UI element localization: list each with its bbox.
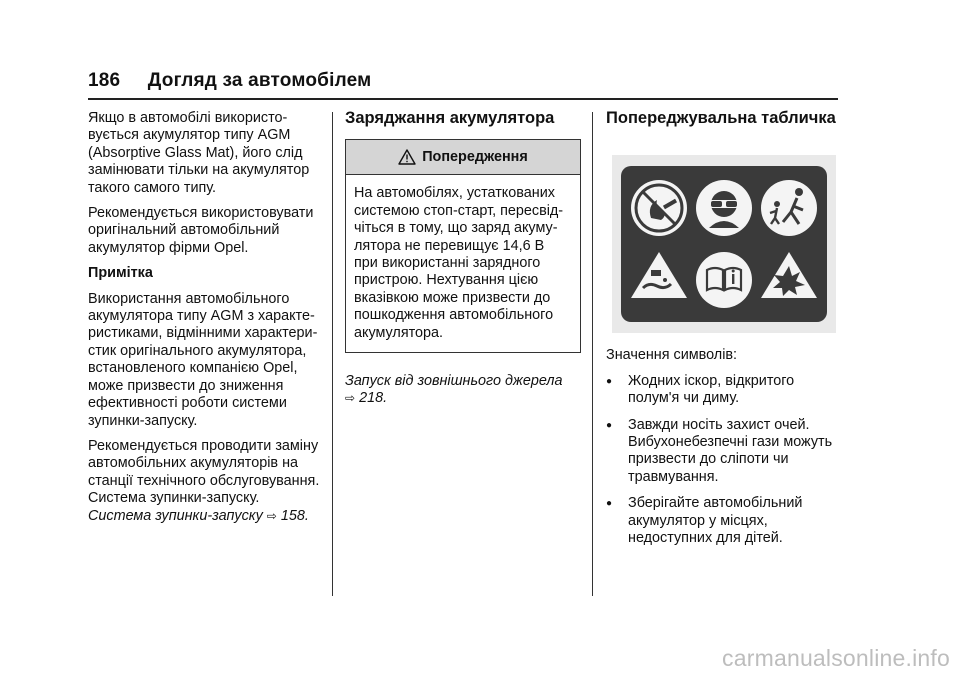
eye-protection-icon (696, 180, 752, 236)
page-header (88, 70, 371, 92)
read-manual-icon (696, 252, 752, 308)
warning-label-image (612, 155, 836, 333)
note-text: Використання автомобільного акумулятора типу AGM з характе-ристиками, відмінними характери-стик оригінального акумулятора, встановленого компанією Opel, може призвести до зниження ефективності роботи системи зупинки-запуску. (88, 290, 318, 429)
battery-warning-label-icon (621, 166, 827, 322)
warning-box (345, 139, 581, 353)
watermark: carmanualsonline.info (722, 645, 950, 671)
xref-page: 158 (280, 507, 305, 524)
no-flames-icon (631, 180, 687, 236)
page-title: Догляд за автомобілем (147, 70, 372, 91)
opel-paragraph: Рекомендується використовувати оригінальний автомобільний акумулятор фірми Opel. (88, 205, 314, 256)
warning-title: Попередження (422, 148, 528, 165)
warning-text: На автомобілях, устаткованих системою стоп-старт, пересвід-чіться в тому, що заряд акуму-лятора не перевищує 14,6 В при використанні зарядного пристрою. Нехтування цією вказівкою може призвести до пошкодження автомобільного акумулятора. (354, 185, 564, 341)
xref-link-start-stop[interactable]: Система зупинки-запуску ⇨ 158. (88, 507, 309, 524)
service-paragraph (88, 438, 324, 525)
list-item: ● Завжди носіть захист очей. Вибухонебезпечні гази можуть призвести до сліпоти чи травмування. (606, 417, 846, 487)
page-ref-arrow-icon: ⇨ (345, 391, 356, 406)
xref-text: Запуск від зовнішнього джерела (345, 373, 563, 390)
jump-start-xref[interactable]: Запуск від зовнішнього джерела ⇨ 218. (345, 373, 563, 407)
list-item: ● Жодних іскор, відкритого полум'я чи диму. (606, 373, 846, 408)
warning-header (346, 140, 580, 175)
symbols-label: Значення символів: (606, 347, 738, 364)
page-number: 186 (88, 70, 121, 91)
service-text: Рекомендується проводити заміну автомобільних акумуляторів на станції технічного обслуговування. Система зупинки-запуску. (88, 437, 320, 507)
xref-text: Система зупинки-запуску (88, 507, 263, 524)
section-heading-charging: Заряджання акумулятора (345, 109, 555, 127)
warning-triangle-icon (398, 149, 416, 165)
list-item: ● Зберігайте автомобільний акумулятор у місцях, недоступних для дітей. (606, 495, 846, 547)
column-divider-2 (592, 112, 593, 596)
note-label: Примітка (88, 265, 153, 282)
header-rule (88, 98, 838, 100)
keep-away-children-icon (761, 180, 817, 236)
column-middle (345, 110, 581, 408)
section-heading-warning-label: Попереджувальна табличка (606, 109, 836, 127)
column-left (88, 110, 324, 533)
column-right (606, 110, 846, 556)
agm-paragraph: Якщо в автомобілі використо-вується акумулятор типу AGM (Absorptive Glass Mat), його слід замінювати тільки на акумулятор такого самого типу. (88, 110, 310, 196)
column-divider-1 (332, 112, 333, 596)
symbol-meanings-list (606, 373, 846, 548)
page-ref-arrow-icon: ⇨ (266, 508, 277, 523)
xref-page: 218 (359, 390, 384, 407)
